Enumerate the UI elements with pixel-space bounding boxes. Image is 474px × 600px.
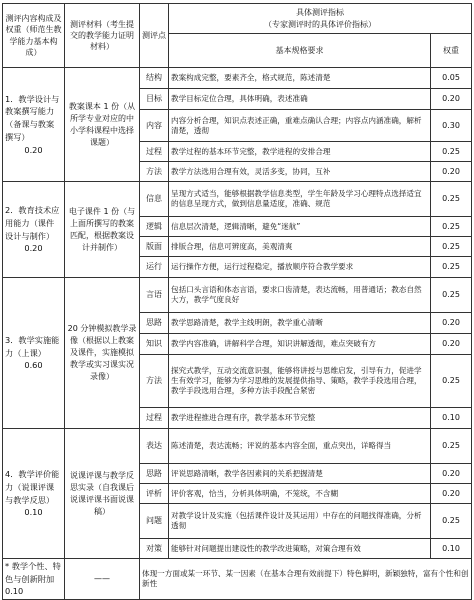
row-requirement: 排版合理，信息可辨度高，美观清爽 xyxy=(169,237,431,257)
row-weight: 0.05 xyxy=(431,68,472,89)
section-1-dimension xyxy=(3,68,65,182)
row-point: 方法 xyxy=(140,355,169,408)
row-point: 思路 xyxy=(140,464,169,484)
row-weight: 0.25 xyxy=(431,504,472,539)
row-weight: 0.25 xyxy=(431,355,472,408)
row-weight: 0.25 xyxy=(431,182,472,217)
row-weight: 0.20 xyxy=(431,484,472,504)
row-requirement: 陈述清楚，表达流畅；评说的基本内容全面，重点突出，详略得当 xyxy=(169,429,431,464)
section-4-weight: 0.10 xyxy=(24,507,43,518)
row-point: 运行 xyxy=(140,257,169,278)
row-weight: 0.25 xyxy=(431,142,472,162)
row-weight: 0.30 xyxy=(431,110,472,142)
header-materials: 测评材料（考生提交的教学能力证明材料） xyxy=(65,4,140,68)
row-weight: 0.25 xyxy=(431,237,472,257)
row-requirement: 教学思路清楚，教学主线明朗，教学重心清晰 xyxy=(169,313,431,334)
evaluation-criteria-table xyxy=(2,3,472,600)
row-weight: 0.20 xyxy=(431,162,472,182)
row-weight: 0.20 xyxy=(431,89,472,110)
row-requirement: 评说思路清晰，教学各因素间的关系把握清楚 xyxy=(169,464,431,484)
row-requirement: 包括口头言语和体态言语，要求口齿清楚，表达流畅，用普通话；教态自然大方，教学气度良好 xyxy=(169,278,431,313)
row-point: 言语 xyxy=(140,278,169,313)
row-point: 表达 xyxy=(140,429,169,464)
row-point: 评析 xyxy=(140,484,169,504)
section-1-weight: 0.20 xyxy=(24,144,43,155)
row-point: 思路 xyxy=(140,313,169,334)
section-2-materials: 电子课件 1 份（与上面所撰写的教案匹配，根据教案设计并制作） xyxy=(65,182,140,278)
header-requirements: 基本规格要求 xyxy=(169,34,431,68)
row-requirement: 探究式教学，互动交流意识强，能够将讲授与思维启发，引导有力，促进学生有效学习，能够为学习思维的发展提供指导、策略，教学手段选用合理，教学手段选用合理，多种方法手段配合紧密 xyxy=(169,355,431,408)
row-point: 问题 xyxy=(140,504,169,539)
row-weight: 0.25 xyxy=(431,217,472,237)
row-requirement: 信息层次清楚，逻辑清晰，避免“迷航” xyxy=(169,217,431,237)
row-point: 逻辑 xyxy=(140,217,169,237)
row-point: 知识 xyxy=(140,334,169,355)
row-point: 版面 xyxy=(140,237,169,257)
row-weight: 0.25 xyxy=(431,429,472,464)
row-point: 信息 xyxy=(140,182,169,217)
section-2-dimension xyxy=(3,182,65,278)
row-requirement: 运行操作方便，运行过程稳定，播放顺序符合教学要求 xyxy=(169,257,431,278)
row-point: 内容 xyxy=(140,110,169,142)
row-weight: 0.10 xyxy=(431,408,472,429)
section-3-dimension-text: 3．教学实施能力（上课） xyxy=(5,334,60,358)
row-point: 过程 xyxy=(140,408,169,429)
extra-dimension: * 教学个性、特色与创新附加 0.10 xyxy=(3,559,65,600)
row-weight: 0.20 xyxy=(431,313,472,334)
row-weight: 0.25 xyxy=(431,257,472,278)
row-requirement: 教学内容准确，讲解科学合理，知识讲解透彻，难点突破有方 xyxy=(169,334,431,355)
extra-materials: —— xyxy=(65,559,140,600)
section-4-materials: 说课评课与教学反思实录（自我课后说课评课书面说课稿） xyxy=(65,429,140,559)
row-point: 结构 xyxy=(140,68,169,89)
row-weight: 0.10 xyxy=(431,539,472,559)
row-point: 方法 xyxy=(140,162,169,182)
section-2-weight: 0.20 xyxy=(24,243,43,254)
header-point: 测评点 xyxy=(140,4,169,68)
row-requirement: 教学方法选用合理有效，灵活多变，协同，互补 xyxy=(169,162,431,182)
section-3-dimension xyxy=(3,278,65,429)
extra-requirement: 体现一方面或某一环节、某一因素（在基本合理有效前提下）特色鲜明，新颖独特，富有个性和创新性 xyxy=(140,559,472,600)
section-4-dimension-text: 4．教学评价能力（说课评课与教学反思） xyxy=(5,469,60,505)
section-3-weight: 0.60 xyxy=(24,360,43,371)
section-1-materials: 教案课本 1 份（从所学专业对应的中小学科课程中选择课题） xyxy=(65,68,140,182)
header-indicators-title: 具体测评指标 xyxy=(296,8,344,18)
row-requirement: 能够针对问题提出建设性的教学改进策略，对策合理有效 xyxy=(169,539,431,559)
header-dimension: 测评内容构成及权重（师范生教学能力基本构成） xyxy=(3,4,65,68)
row-requirement: 对教学设计及实施（包括课件设计及其运用）中存在的问题找得准确，分析透彻 xyxy=(169,504,431,539)
section-2-dimension-text: 2．教育技术应用能力（课件设计与制作） xyxy=(5,205,60,241)
header-weight: 权重 xyxy=(431,34,472,68)
row-point: 目标 xyxy=(140,89,169,110)
row-requirement: 评价客观，恰当，分析具体明确，不笼统，不含糊 xyxy=(169,484,431,504)
row-requirement: 教学目标定位合理，具体明确，表述准确 xyxy=(169,89,431,110)
row-weight: 0.20 xyxy=(431,334,472,355)
row-requirement: 内容分析合理，知识点表述正确，重难点确认合理；内容点内涵准确，解析清楚，透彻 xyxy=(169,110,431,142)
section-4-dimension xyxy=(3,429,65,559)
section-3-materials: 20 分钟模拟教学录像（根据以上教案及课件，实施模拟教学或实习课实况录像） xyxy=(65,278,140,429)
section-1-dimension-text: 1．教学设计与教案撰写能力（备课与教案撰写） xyxy=(5,93,60,142)
header-indicators-subtitle: （专家测评时的具体评价指标） xyxy=(264,19,376,29)
row-requirement: 教学进程推进合理有序，教学基本环节完整 xyxy=(169,408,431,429)
row-requirement: 教案构成完整，要素齐全，格式规范，陈述清楚 xyxy=(169,68,431,89)
row-weight: 0.20 xyxy=(431,464,472,484)
row-point: 对策 xyxy=(140,539,169,559)
row-requirement: 教学过程的基本环节完整，教学进程的安排合理 xyxy=(169,142,431,162)
row-requirement: 呈现方式适当，能够根据教学信息类型，学生年龄及学习心理特点选择适宜的信息呈现方式，做到信息量适度，准确、规范 xyxy=(169,182,431,217)
row-weight: 0.25 xyxy=(431,278,472,313)
header-indicators xyxy=(169,4,472,34)
row-point: 过程 xyxy=(140,142,169,162)
